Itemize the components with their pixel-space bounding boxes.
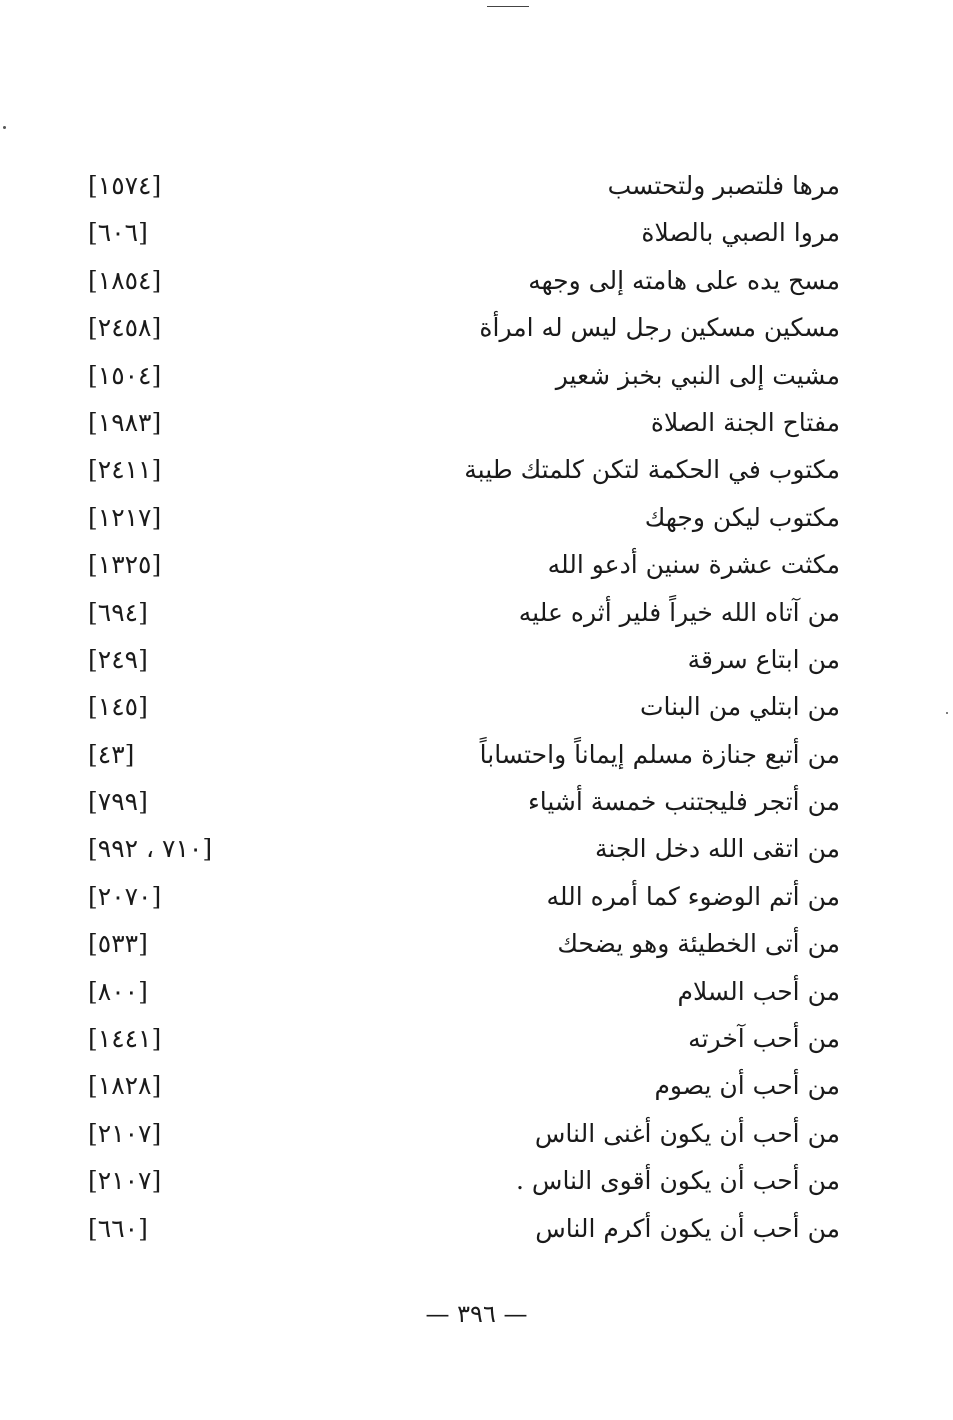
index-entry (70, 496, 840, 543)
index-entry (70, 1064, 840, 1111)
entry-reference: [٢١٠٧] (88, 1166, 162, 1196)
index-entry (70, 164, 840, 211)
entry-text: من أحب آخرته (688, 1024, 840, 1054)
index-entry (70, 733, 840, 780)
entry-reference: [٢١٠٧] (88, 1118, 162, 1148)
entry-reference: [٧١٠ ، ٩٩٢] (88, 834, 213, 864)
index-entry (70, 591, 840, 638)
entry-reference: [٦٦٠] (88, 1213, 148, 1243)
entry-reference: [٤٣] (88, 739, 135, 769)
index-entry (70, 875, 840, 922)
entry-text: من أتى الخطيئة وهو يضحك (557, 929, 840, 959)
index-entry (70, 638, 840, 685)
page-number: — ٣٩٦ — (425, 1300, 528, 1328)
index-entry (70, 922, 840, 969)
entry-reference: [١٤٤١] (88, 1024, 162, 1054)
entry-reference: [٢٤٥٨] (88, 313, 162, 343)
index-entry (70, 1159, 840, 1206)
index-entry (70, 543, 840, 590)
entry-text: من أتم الوضوء كما أمره الله (546, 881, 840, 911)
entry-text: مكثت عشرة سنين أدعو الله (547, 550, 840, 580)
entry-text: مرها فلتصبر ولتحتسب (607, 171, 840, 200)
index-entry (70, 1207, 840, 1254)
index-entry (70, 401, 840, 448)
entry-reference: [١٥٠٤] (88, 360, 162, 390)
entry-text: مكتوب في الحكمة لتكن كلمتك طيبة (464, 455, 840, 485)
index-entry (70, 354, 840, 401)
index-entry (70, 211, 840, 258)
entry-reference: [١٨٥٤] (88, 265, 162, 295)
scan-speck (3, 126, 6, 129)
entry-reference: [١٢١٧] (88, 502, 162, 532)
entry-text: من أحب السلام (677, 976, 840, 1006)
index-entry (70, 685, 840, 732)
index-entry (70, 827, 840, 874)
entry-reference: [٦٩٤] (88, 597, 148, 627)
entry-reference: [٦٠٦] (88, 218, 148, 248)
entry-text: مسح يده على هامته إلى وجهه (528, 265, 840, 295)
entry-text: من أحب أن يصوم (654, 1071, 840, 1101)
entry-text: مشيت إلى النبي بخبز شعير (555, 360, 840, 390)
top-rule (487, 6, 529, 7)
index-list (70, 164, 840, 1254)
index-entry (70, 259, 840, 306)
entry-reference: [١٣٢٥] (88, 550, 162, 580)
entry-reference: [٥٣٣] (88, 929, 148, 959)
entry-text: من اتقى الله دخل الجنة (594, 834, 840, 864)
entry-reference: [٧٩٩] (88, 787, 148, 817)
entry-text: من أحب أن يكون أكرم الناس (535, 1213, 840, 1243)
entry-text: من أتجر فليجتنب خمسة أشياء (527, 787, 840, 817)
entry-text: من أحب أن يكون أقوى الناس . (516, 1166, 840, 1196)
index-entry (70, 780, 840, 827)
index-entry (70, 1112, 840, 1159)
entry-text: من آتاه الله خيراً فلير أثره عليه (518, 597, 840, 627)
scan-speck (946, 712, 948, 714)
index-entry (70, 306, 840, 353)
entry-text: مسكين مسكين رجل ليس له امرأة (479, 313, 840, 343)
index-entry (70, 1017, 840, 1064)
entry-text: من ابتاع سرقة (687, 644, 840, 674)
entry-text: من ابتلي من البنات (639, 692, 840, 722)
entry-reference: [١٨٢٨] (88, 1071, 162, 1101)
entry-text: مفتاح الجنة الصلاة (650, 407, 840, 437)
entry-reference: [١٩٨٣] (88, 407, 162, 437)
entry-reference: [٢٠٧٠] (88, 881, 162, 911)
entry-text: مروا الصبي بالصلاة (641, 218, 840, 248)
entry-reference: [٨٠٠] (88, 976, 148, 1006)
entry-reference: [١٤٥] (88, 692, 148, 722)
index-entry (70, 448, 840, 495)
entry-reference: [٢٤١١] (88, 455, 162, 485)
entry-reference: [١٥٧٤] (88, 171, 162, 200)
entry-text: من أحب أن يكون أغنى الناس (534, 1118, 840, 1148)
index-entry (70, 970, 840, 1017)
entry-text: مكتوب ليكن وجهك (644, 502, 840, 532)
entry-reference: [٢٤٩] (88, 644, 148, 674)
entry-text: من أتبع جنازة مسلم إيماناً واحتساباً (479, 739, 840, 769)
